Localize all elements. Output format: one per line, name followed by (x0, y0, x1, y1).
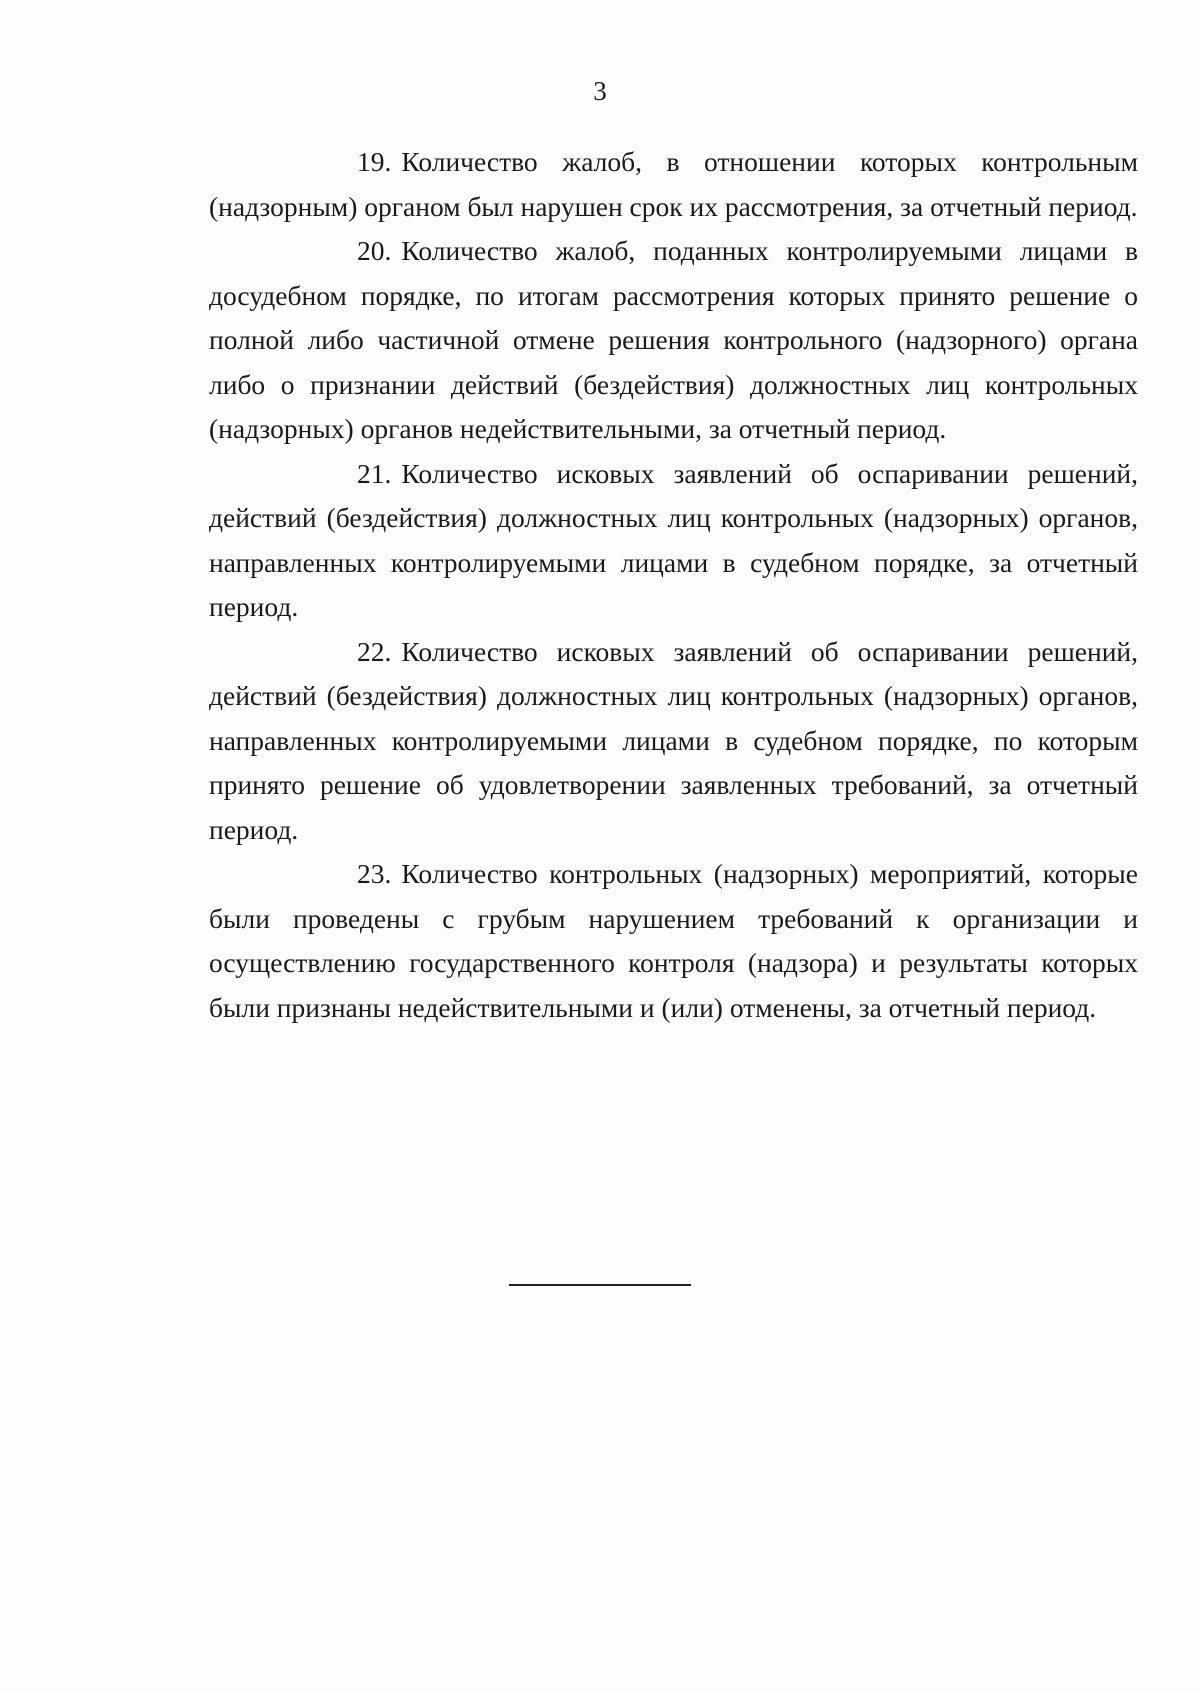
item-number: 20. (357, 235, 392, 266)
item-number: 23. (357, 858, 392, 889)
page-number: 3 (593, 76, 607, 106)
item-text: Количество жалоб, в отношении которых контрольным (надзорным) органом был нарушен срок их рассмотрения, за отчетный период. (209, 146, 1138, 222)
item-text: Количество исковых заявлений об оспаривании решений, действий (бездействия) должностных лиц контрольных (надзорных) органов, направленных контролируемыми лицами в судебном порядке, за отчетный период. (209, 457, 1138, 622)
list-item-21 (209, 452, 1138, 630)
item-number: 19. (357, 146, 392, 177)
list-item-23 (209, 852, 1138, 1030)
item-number: 21. (357, 457, 392, 489)
end-of-document-rule (509, 1284, 691, 1286)
item-text: Количество исковых заявлений об оспаривании решений, действий (бездействия) должностных лиц контрольных (надзорных) органов, направленных контролируемыми лицами в судебном порядке, по которым принято решение об удовлетворении заявленных требований, за отчетный период. (209, 635, 1138, 845)
list-item-20 (209, 229, 1138, 452)
item-text: Количество контрольных (надзорных) мероприятий, которые были проведены с грубым нарушением требований к организации и осуществлению государственного контроля (надзора) и результаты которых были признаны недействительными и (или) отменены, за отчетный период. (209, 858, 1138, 1023)
item-text: Количество жалоб, поданных контролируемыми лицами в досудебном порядке, по итогам рассмотрения которых принято решение о полной либо частичной отмене решения контрольного (надзорного) органа либо о признании действий (бездействия) должностных лиц контрольных (надзорных) органов недействительными, за отчетный период. (209, 235, 1138, 444)
list-item-19 (209, 140, 1138, 229)
document-body (209, 140, 1138, 1030)
list-item-22 (209, 630, 1138, 853)
item-number: 22. (357, 635, 392, 667)
